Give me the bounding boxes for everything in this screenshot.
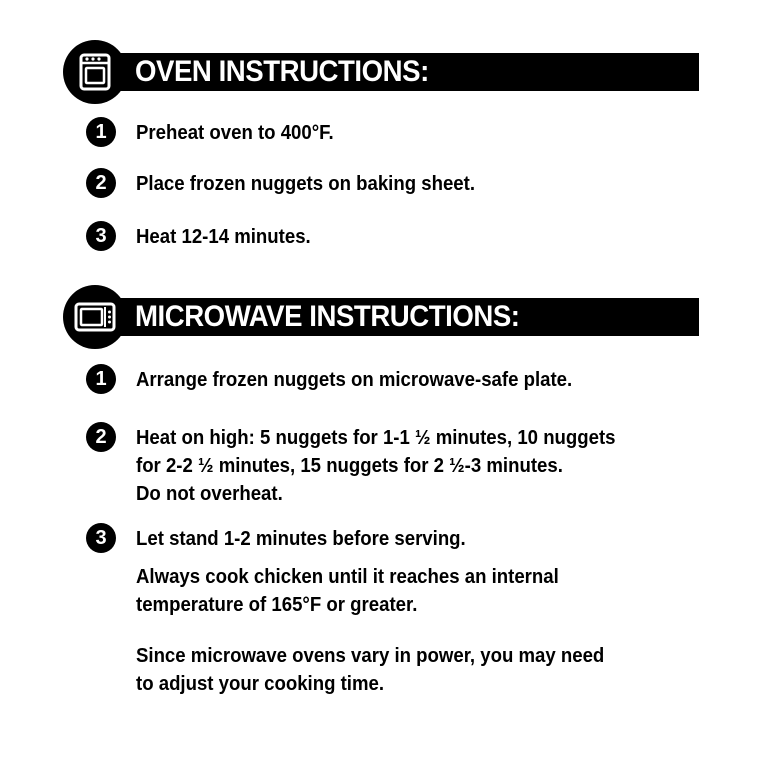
- step-number-badge: 3: [86, 523, 116, 553]
- microwave-icon: [63, 285, 127, 349]
- step-number-badge: 1: [86, 364, 116, 394]
- oven-icon: [63, 40, 127, 104]
- power-note: [136, 642, 675, 698]
- step-text-line: Heat on high: 5 nuggets for 1-1 ½ minutes, 10 nuggets: [136, 427, 616, 449]
- step-number-badge: 1: [86, 117, 116, 147]
- step-text-line: Do not overheat.: [136, 483, 283, 505]
- step-text: Place frozen nuggets on baking sheet.: [136, 173, 475, 195]
- microwave-section-title: MICROWAVE INSTRUCTIONS:: [135, 300, 520, 333]
- oven-section-header: [63, 40, 699, 104]
- step-text-line: for 2-2 ½ minutes, 15 nuggets for 2 ½-3 minutes.: [136, 455, 563, 477]
- note-line: temperature of 165°F or greater.: [136, 594, 418, 616]
- step-text: [136, 424, 666, 508]
- step-text: [136, 366, 666, 394]
- step-text-line: Let stand 1-2 minutes before serving.: [136, 528, 466, 550]
- step-number-badge: 3: [86, 221, 116, 251]
- step-number-badge: 2: [86, 168, 116, 198]
- note-line: to adjust your cooking time.: [136, 673, 385, 695]
- step-text: [136, 525, 666, 553]
- step-number-badge: 2: [86, 422, 116, 452]
- safety-note: [136, 563, 675, 619]
- step-text: Heat 12-14 minutes.: [136, 226, 311, 248]
- step-text: Preheat oven to 400°F.: [136, 122, 334, 144]
- note-line: Since microwave ovens vary in power, you may need: [136, 645, 605, 667]
- oven-section-title: OVEN INSTRUCTIONS:: [135, 55, 429, 88]
- step-text-line: Arrange frozen nuggets on microwave-safe plate.: [136, 369, 573, 391]
- microwave-section-header: [63, 285, 699, 349]
- note-line: Always cook chicken until it reaches an internal: [136, 566, 559, 588]
